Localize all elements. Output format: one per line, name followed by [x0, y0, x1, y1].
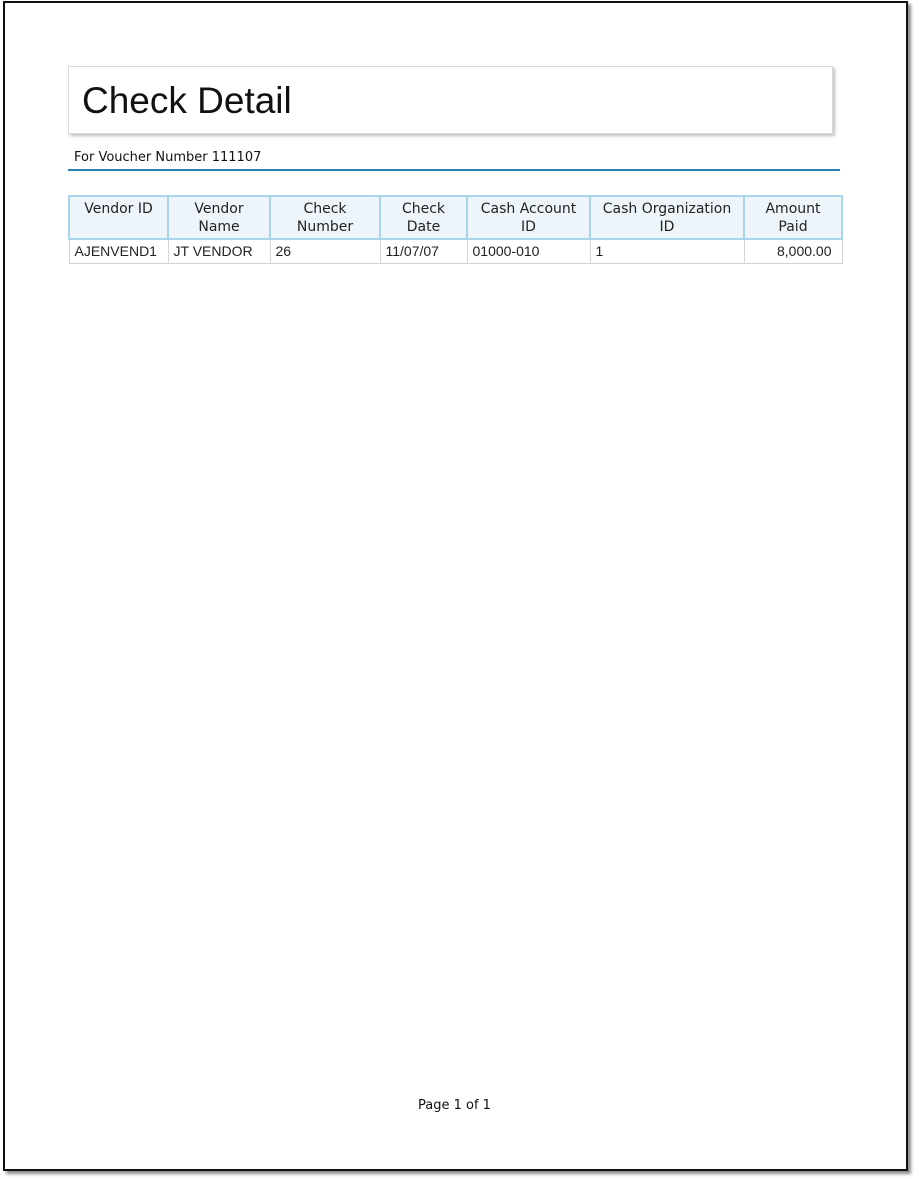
header-line: Amount [765, 201, 821, 217]
header-line: Check [401, 201, 446, 217]
title-box [68, 66, 833, 134]
header-line: Paid [778, 219, 808, 235]
column-header-cash-organization-id [590, 196, 744, 239]
header-line: ID [521, 219, 536, 235]
column-header-check-number [270, 196, 380, 239]
cell-vendor-name: JT VENDOR [168, 239, 270, 263]
header-line: Check [303, 201, 347, 217]
header-line: Date [406, 219, 441, 235]
report-page [3, 1, 908, 1171]
report-title: Check Detail [82, 80, 292, 121]
cell-cash-account-id: 01000-010 [467, 239, 590, 263]
cell-check-date: 11/07/07 [380, 239, 467, 263]
page-number-footer: Page 1 of 1 [418, 1098, 491, 1113]
header-line: Vendor [194, 201, 244, 217]
check-detail-table [68, 195, 843, 264]
voucher-subtitle: For Voucher Number 111107 [74, 150, 262, 165]
cell-vendor-id: AJENVEND1 [69, 239, 168, 263]
cell-amount-paid: 8,000.00 [744, 239, 842, 263]
header-line: Cash Organization [602, 201, 732, 217]
table-header-row [69, 196, 842, 239]
subtitle-bar [68, 143, 840, 171]
cell-cash-organization-id: 1 [590, 239, 744, 263]
header-line: ID [659, 219, 675, 235]
header-line: Cash Account [480, 201, 577, 217]
column-header-check-date [380, 196, 467, 239]
column-header-cash-account-id [467, 196, 590, 239]
header-line: Name [198, 219, 240, 235]
column-header-amount-paid [744, 196, 842, 239]
cell-check-number: 26 [270, 239, 380, 263]
header-line: Vendor ID [84, 201, 153, 217]
column-header-vendor-id [69, 196, 168, 239]
header-line: Number [296, 219, 354, 235]
column-header-vendor-name [168, 196, 270, 239]
table-row [69, 239, 842, 263]
